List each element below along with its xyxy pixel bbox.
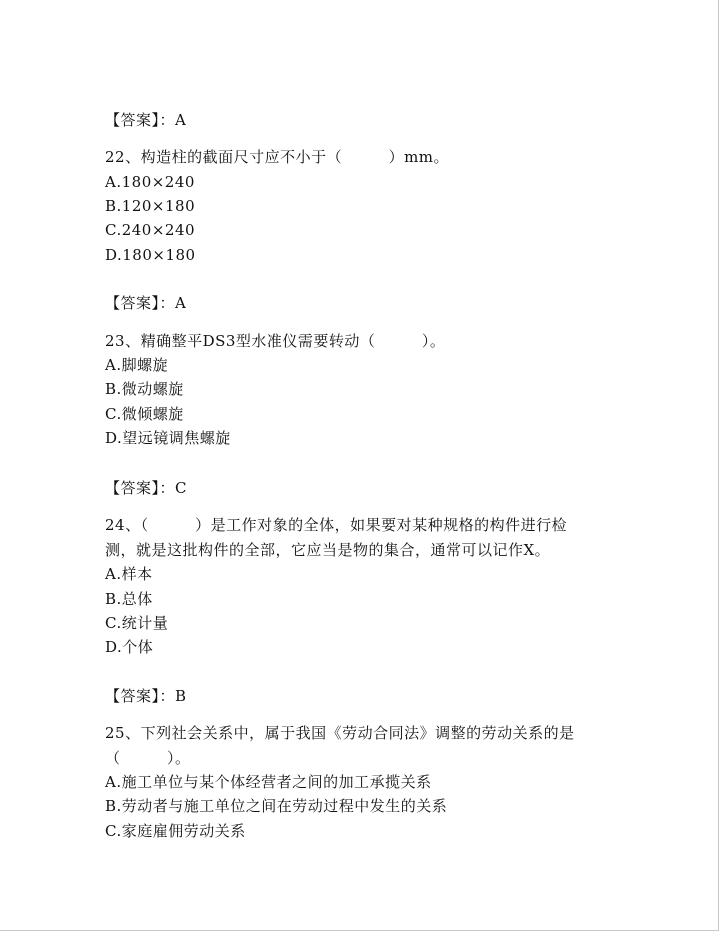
option-23-d: D.望远镜调焦螺旋 (105, 429, 231, 447)
option-22-d: D.180×180 (105, 246, 196, 264)
option-23-b: B.微动螺旋 (105, 380, 184, 398)
question-23: 23、精确整平DS3型水准仪需要转动（ ）。 (105, 332, 446, 350)
question-22: 22、构造柱的截面尺寸应不小于（ ）mm。 (105, 148, 450, 166)
question-24-line-2: 测，就是这批构件的全部，它应当是物的集合，通常可以记作X。 (105, 541, 551, 559)
option-25-c: C.家庭雇佣劳动关系 (105, 822, 246, 840)
answer-22: 【答案】：A (105, 294, 187, 312)
answer-21: 【答案】：A (105, 111, 187, 129)
option-24-a: A.样本 (105, 565, 153, 583)
option-22-b: B.120×180 (105, 197, 196, 215)
option-24-c: C.统计量 (105, 614, 169, 632)
question-24-line-1: 24、（ ）是工作对象的全体，如果要对某种规格的构件进行检 (105, 516, 568, 534)
option-23-a: A.脚螺旋 (105, 356, 169, 374)
option-23-c: C.微倾螺旋 (105, 405, 184, 423)
answer-23: 【答案】：C (105, 479, 187, 497)
option-24-d: D.个体 (105, 638, 154, 656)
option-22-c: C.240×240 (105, 221, 196, 239)
question-25-line-1: 25、下列社会关系中，属于我国《劳动合同法》调整的劳动关系的是 (105, 724, 575, 742)
answer-24: 【答案】：B (105, 687, 187, 705)
option-25-a: A.施工单位与某个体经营者之间的加工承揽关系 (105, 773, 432, 791)
option-22-a: A.180×240 (105, 173, 195, 191)
option-25-b: B.劳动者与施工单位之间在劳动过程中发生的关系 (105, 797, 448, 815)
question-25-line-2: （ ）。 (105, 749, 191, 767)
option-24-b: B.总体 (105, 590, 153, 608)
